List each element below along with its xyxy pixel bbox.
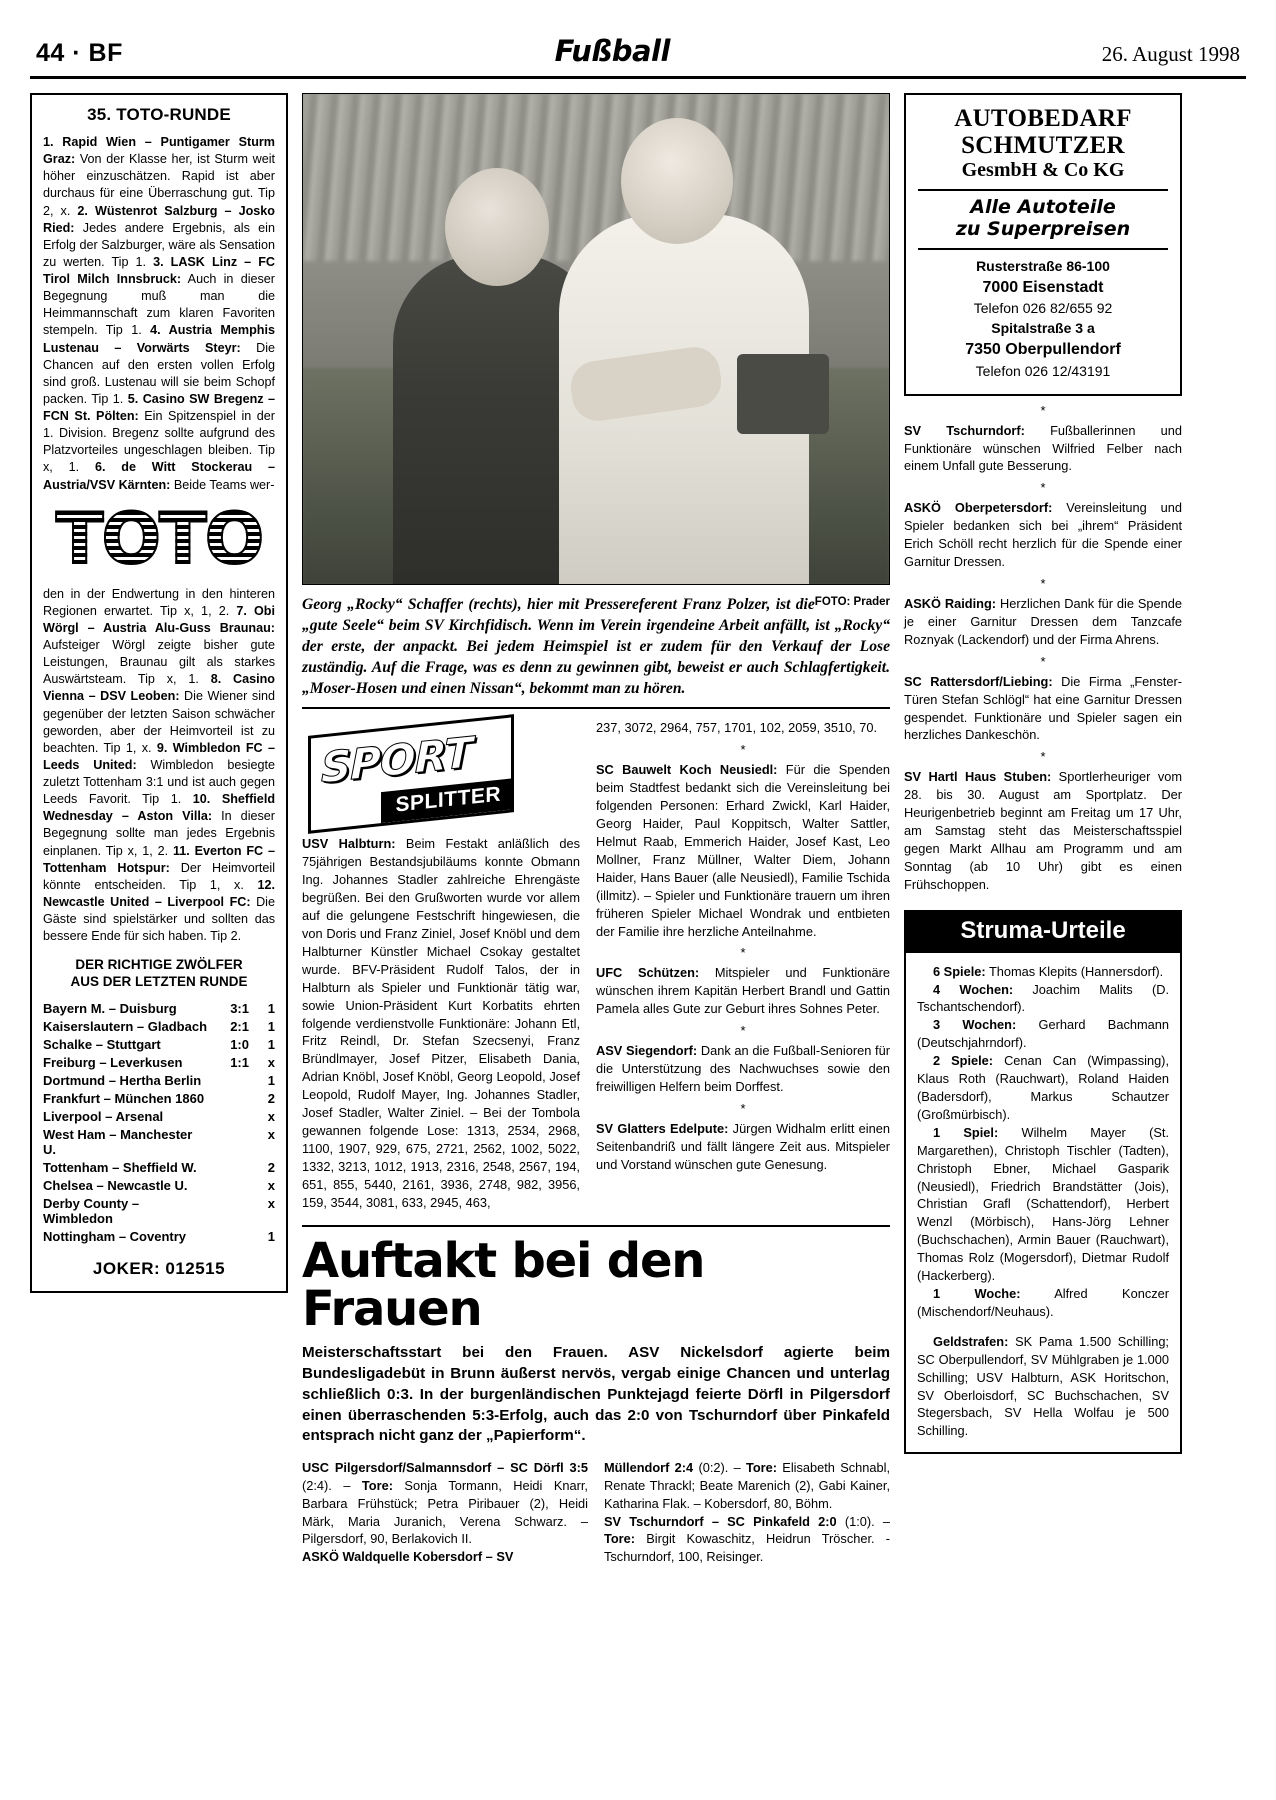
- toto-entry: 8. Casino Vienna – DSV Leoben: Die Wiener sind gegenüber der letzten Saison schwächer geworden, aber der Heimvorteil ist zu beachten. Tip 1, x.: [43, 672, 276, 755]
- article-column-2: Müllendorf 2:4 (0:2). – Tore: Elisabeth Schnabl, Renate Thrackl; Beate Marenich (2), Gabi Kainer, Katharina Flak. – Kobersdorf, 80, Böhm. SV Tschurndorf – SC Pinkafeld 2:0 (1:0). – Tore: Birgit Kowaschitz, Heidrun Tröscher. - Tschurndorf, 100, Reisinger.: [604, 1459, 890, 1565]
- ad-address: [916, 257, 1170, 382]
- toto-entry: 1. Rapid Wien – Puntigamer Sturm Graz: Von der Klasse her, ist Sturm weit höher einzuschätzen. Rapid ist aber durchaus für eine Überraschung gut. Tip 2, x.: [43, 135, 275, 218]
- toto-entry: 4. Austria Memphis Lustenau – Vorwärts Steyr: Die Chancen auf den ersten vollen Erfolg sind groß. Lustenau will sie beim Schopf packen. Tip 1.: [43, 323, 275, 406]
- club-name: SV Tschurndorf:: [904, 422, 1025, 438]
- toto-entry: 7. Obi Wörgl – Austria Alu-Guss Braunau: Aufsteiger Wörgl zeigte bisher gute Leistungen, Braunau gilt als starkes Auswärtsteam. Tip x, 1.: [43, 603, 275, 687]
- issue-date: 26. August 1998: [1101, 42, 1240, 66]
- sport-splitter-logo: [308, 715, 514, 835]
- zwoelfer-heading: DER RICHTIGE ZWÖLFER AUS DER LETZTEN RUNDE: [70, 957, 248, 990]
- sport-splitter-section: [302, 719, 890, 1211]
- match-report: SV Tschurndorf – SC Pinkafeld 2:0 (1:0). – Tore: Birgit Kowaschitz, Heidrun Tröscher. - Tschurndorf, 100, Reisinger.: [604, 1513, 890, 1565]
- club-name: ASV Siegendorf:: [596, 1043, 698, 1059]
- toto-entry: 9. Wimbledon FC – Leeds United: Wimbledon besiegte zuletzt Tottenham 3:1 und ist auch gegen Leeds Favorit. Tip 1.: [43, 740, 275, 807]
- sport-splitter-right: [596, 719, 890, 1211]
- toto-entry: den in der Endwertung in den hinteren Regionen erwartet. Tip x, 1, 2.: [43, 586, 275, 618]
- ad-phone-2: Telefon 026 12/43191: [975, 362, 1111, 379]
- ad-phone-1: Telefon 026 82/655 92: [973, 300, 1113, 317]
- struma-entries: [917, 963, 1169, 1441]
- toto-entries-top: [43, 134, 275, 494]
- sport-splitter-column-2: 237, 3072, 2964, 757, 1701, 102, 2059, 3510, 70. * SC Bauwelt Koch Neusiedl: Für die Spenden beim Stadtfest bedankt sich die Vereinsleitung bei folgenden Personen: Erhard Zwickl, Karl Haider, Georg Haider, Paul Koppitsch, Walter Sattler, Helmut Raab, Emmerich Haider, Josef Kast, Leo Mollner, Franz Müllner, Walter Diem, Johann Haider, Hans Bauer (alle Neusiedl), Familie Tschida (illmitz). – Spieler und Funktionäre trauern um ihren früheren Spieler Michael Wondrak und entbieten der Familie ihre herzliche Anteilnahme. * UFC Schützen: Mitspieler und Funktionäre wünschen ihrem Kapitän Herbert Brandl und Gattin Pamela alles Gute zur Geburt ihres Sohnes Peter. * ASV Siegendorf: Dank an die Fußball-Senioren für die Unterstützung des Nachwuchses sowie den freiwilligen Helfern beim Dorffest. * SV Glatters Edelpute: Jürgen Widhalm erlitt einen Seitenbandriß und fällt längere Zeit aus. Mitspieler und Vorstand wünschen gute Genesung.: [596, 720, 891, 1172]
- star-separator: *: [1040, 402, 1046, 418]
- sport-splitter-column-1: USV Halbturn: Beim Festakt anläßlich des 75jährigen Bestandsjubiläums konnte Obmann Ing. Johannes Stadler zahlreiche Ehrengäste begrüßen. Bei den Grußworten wurde vor allem auf die gelungene Festschrift hingewiesen, die von Doris und Franz Ziniel, Josef Knöbl und dem Halbturner Künstler Michael Csokay gestaltet wurde. BFV-Präsident Rudolf Talos, der in Halbturn als Spieler und Funktionär tätig war, sowie Union-Präsident Kurt Korbatits ehrten folgende verdienstvolle Funktionäre: Johann Etl, Fritz Reindl, Dr. Stefan Szecsenyi, Franz Bründlmayer, Josef Pitzer, Elisabeth Dania, Adrian Knöbl, Josef Knöbl, Georg Leopold, Josef Leopold, Rudolf Mayer, Ing. Johannes Stadler, Josef Stadler, Walter Ziniel. – Bei der Tombola gewannen folgende Lose: 1313, 2534, 2968, 1100, 1907, 929, 675, 2721, 2562, 1002, 5022, 1332, 3213, 1012, 1913, 2316, 2548, 2567, 194, 651, 855, 5440, 2161, 3936, 2748, 982, 3956, 159, 3544, 3081, 633, 2945, 463,: [302, 836, 580, 1210]
- toto-title: 35. TOTO-RUNDE: [87, 105, 231, 124]
- column-left: [30, 93, 288, 1293]
- table-row: Schalke – Stuttgart 1:0 1: [43, 1036, 275, 1052]
- toto-entry: 3. LASK Linz – FC Tirol Milch Innsbruck: Auch in dieser Begegnung muß man die Heimmannschaft zum klaren Favoriten stempeln. Tip 1.: [43, 254, 275, 338]
- splitter-item: ASV Siegendorf: Dank an die Fußball-Senioren für die Unterstützung des Nachwuchses sowie den freiwilligen Helfern beim Dorffest.: [596, 1043, 890, 1094]
- table-row: Freiburg – Leverkusen 1:1 x: [43, 1054, 275, 1070]
- splitter-item: UFC Schützen: Mitspieler und Funktionäre wünschen ihrem Kapitän Herbert Brandl und Gattin Pamela alles Gute zur Geburt ihres Sohnes Peter.: [596, 965, 891, 1017]
- ad-address-city-2: 7350 Oberpullendorf: [965, 341, 1121, 359]
- star-separator: *: [1040, 575, 1046, 591]
- section-title: Fußball: [554, 34, 670, 68]
- ad-slogan-line2: zu Superpreisen: [955, 217, 1131, 240]
- star-separator: *: [740, 1023, 746, 1039]
- sport-splitter-logo-word2: SPLITTER: [381, 779, 511, 824]
- toto-entry: 5. Casino SW Bregenz – FCN St. Pölten: Ein Spitzenspiel in der 1. Division. Bregenz sollte aufgrund des Platzvorteiles ungeschlagen bleiben. Tip x, 1.: [43, 391, 276, 475]
- ad-address-city-1: 7000 Eisenstadt: [982, 278, 1104, 296]
- struma-entry: 4 Wochen: Joachim Malits (D. Tschantschendorf).: [917, 981, 1169, 1015]
- sport-splitter-logo-word1: SPORT: [321, 728, 472, 793]
- ad-slogan-line1: Alle Autoteile: [970, 196, 1116, 218]
- table-row: Chelsea – Newcastle U. x: [43, 1177, 275, 1193]
- toto-entry: 12. Newcastle United – Liverpool FC: Die Gäste sind spielstärker und sollten das bessere Ende für sich haben. Tip 2.: [43, 877, 276, 944]
- photo-person-right-head: [621, 118, 733, 244]
- ad-company-line1: AUTOBEDARF: [954, 105, 1132, 132]
- masthead: [30, 34, 1246, 79]
- star-separator: *: [1040, 653, 1046, 669]
- club-name: SV Glatters Edelpute:: [596, 1120, 729, 1136]
- club-name: ASKÖ Oberpetersdorf:: [904, 500, 1053, 516]
- photo-caption-text: Georg „Rocky“ Schaffer (rechts), hier mit Pressereferent Franz Polzer, ist die „gute Seele“ beim SV Kirchfidisch. Wenn im Verein irgendeine Arbeit anfällt, ist „Rocky“ der erste, der anpackt. Bei jedem Heimspiel ist er zudem für den Verkauf der Lose zuständig. Auf die Frage, was es denn zu gewinnen gibt, beweist er auch Schlagfertigkeit. „Moser-Hosen und einen Nissan“, bekommt man zu hören.: [302, 596, 890, 697]
- struma-heading: Struma-Urteile: [904, 910, 1182, 953]
- toto-entry: 2. Wüstenrot Salzburg – Josko Ried: Jedes andere Ergebnis, als ein Erfolg der Salzburger, wäre als Sensation zu werten. Tip 1.: [43, 203, 275, 269]
- toto-entry: 6. de Witt Stockerau – Austria/VSV Kärnten: Beide Teams wer-: [43, 460, 275, 492]
- feature-photo: [302, 93, 890, 585]
- struma-entry: 6 Spiele: Thomas Klepits (Hannersdorf).: [933, 963, 1164, 979]
- column-middle: [302, 93, 890, 1566]
- photo-credit: FOTO: Prader: [814, 596, 890, 608]
- splitter-item: SV Glatters Edelpute: Jürgen Widhalm erlitt einen Seitenbandriß und fällt längere Zeit aus. Mitspieler und Vorstand wünschen gute Genesung.: [596, 1120, 890, 1172]
- struma-entry: 2 Spiele: Cenan Can (Wimpassing), Klaus Roth (Rauchwart), Roland Haiden (Badersdorf), Markus Schautzer (Großmürbisch).: [917, 1053, 1169, 1122]
- ad-divider-2: [918, 248, 1168, 250]
- toto-entry: 11. Everton FC – Tottenham Hotspur: Der Heimvorteil könnte entscheiden. Tip 1, x.: [43, 843, 275, 892]
- star-separator: *: [740, 1100, 746, 1116]
- photo-caption: [302, 595, 890, 709]
- club-name: UFC Schützen:: [596, 965, 700, 981]
- club-name: SC Bauwelt Koch Neusiedl:: [596, 762, 778, 778]
- splitter-item: ASKÖ Oberpetersdorf: Vereinsleitung und Spieler bedanken sich bei „ihrem“ Präsident Erich Schöll recht herzlich für die Spende einer Garnitur Dressen.: [904, 500, 1182, 570]
- article-headline: Auftakt bei den Frauen: [302, 1225, 890, 1333]
- splitter-item: SV Hartl Haus Stuben: Sportlerheuriger vom 28. bis 30. August am Sportplatz. Der Heurigenbetrieb beginnt am Freitag um 17 Uhr, am Samstag steht das Meisterschaftsspiel gegen Markt Allhau am Programm und am Sonntag (ab 10 Uhr) gibt es einen Frühschoppen.: [904, 769, 1182, 892]
- joker-number: JOKER: 012515: [92, 1259, 226, 1278]
- table-row: Tottenham – Sheffield W. 2: [43, 1159, 275, 1175]
- table-row: West Ham – Manchester U. x: [43, 1126, 275, 1157]
- splitter-item: SC Bauwelt Koch Neusiedl: Für die Spenden beim Stadtfest bedankt sich die Vereinsleitung bei folgenden Personen: Erhard Zwickl, Karl Haider, Georg Haider, Paul Koppitsch, Walter Sattler, Helmut Raab, Emmerich Haider, Josef Kast, Leo Mollner, Franz Müllner, Walter Diem, Johann Haider, Hans Bauer (alle Neusiedl), Familie Tschida (illmitz). – Spieler und Funktionäre trauern um ihren früheren Spieler Michael Wondrak und entbieten der Familie ihre herzliche Anteilnahme.: [596, 762, 890, 939]
- advertisement-autobedarf: [904, 93, 1182, 396]
- club-name: ASKÖ Raiding:: [904, 595, 997, 611]
- splitter-item: ASKÖ Raiding: Herzlichen Dank für die Spende je einer Garnitur Dressen dem Tanzcafe Roznyak (Lackendorf) und der Firma Ahrens.: [904, 595, 1182, 647]
- sport-splitter-left: [302, 719, 580, 1211]
- article-columns: [302, 1459, 890, 1566]
- article-lead: Meisterschaftsstart bei den Frauen. ASV Nickelsdorf agierte beim Bundesligadebüt in Brunn äußerst nervös, vergab einige Chancen und unterlag schließlich 0:3. In der burgenländischen Punktejagd feierte Dörfl in Pilgersdorf einen überraschenden 5:3-Erfolg, auch das 2:0 von Tschurndorf über Pinkafeld entsprach nicht ganz der „Papierform“.: [302, 1344, 890, 1445]
- sport-splitter-column-3: [904, 404, 1182, 894]
- article-column-1: USC Pilgersdorf/Salmannsdorf – SC Dörfl 3:5 (2:4). – Tore: Sonja Tormann, Heidi Knarr, Barbara Frühstück; Petra Piribauer (2), Heidi Märk, Maria Juranich, Verena Schwarz. – Pilgersdorf, 90, Berlakovich II. ASKÖ Waldquelle Kobersdorf – SV: [302, 1459, 588, 1565]
- table-row: Frankfurt – München 1860 2: [43, 1090, 275, 1106]
- toto-box: [30, 93, 288, 1293]
- club-name: USV Halbturn:: [302, 836, 396, 852]
- struma-fines: Geldstrafen: SK Pama 1.500 Schilling; SC Oberpullendorf, SV Mühlgraben je 1.000 Schilling; USV Halbturn, ASK Horitschon, SV Oberloisdorf, SC Buchschachen, SV Stegersbach, SV Hella Wolfau je 500 Schilling.: [917, 1333, 1169, 1439]
- toto-logo: [43, 500, 275, 578]
- ad-company-line3: GesmbH & Co KG: [961, 159, 1125, 181]
- table-row: Bayern M. – Duisburg 3:1 1: [43, 1000, 275, 1016]
- ad-company-line2: SCHMUTZER: [961, 132, 1125, 159]
- photo-person-left-head: [445, 168, 549, 286]
- star-separator: *: [740, 945, 746, 961]
- star-separator: *: [740, 742, 746, 758]
- struma-entry: 1 Woche: Alfred Konczer (Mischendorf/Neuhaus).: [917, 1285, 1170, 1319]
- table-row: Dortmund – Hertha Berlin 1: [43, 1072, 275, 1088]
- results-table: [43, 999, 275, 1245]
- toto-entry: 10. Sheffield Wednesday – Aston Villa: In dieser Begegnung sollte man jedes Ergebnis einplanen. Tip x, 1, 2.: [43, 792, 276, 858]
- table-row: Nottingham – Coventry 1: [43, 1228, 275, 1244]
- splitter-item: SC Rattersdorf/Liebing: Die Firma „Fenster-Türen Stefan Schlögl“ hat eine Garnitur Dressen gespendet. Funktionäre und Spieler sagen ein herzliches Dankeschön.: [904, 673, 1182, 743]
- toto-logo-word: TOTO: [55, 499, 263, 578]
- match-report: ASKÖ Waldquelle Kobersdorf – SV: [302, 1549, 514, 1565]
- page-columns: [30, 93, 1246, 1566]
- page-number: 44 · BF: [36, 39, 123, 67]
- star-separator: *: [1040, 480, 1046, 496]
- splitter-item: SV Tschurndorf: Fußballerinnen und Funktionäre wünschen Wilfried Felber nach einem Unfall gute Besserung.: [904, 422, 1182, 474]
- club-name: SV Hartl Haus Stuben:: [904, 769, 1052, 785]
- star-separator: *: [1040, 749, 1046, 765]
- ad-divider: [918, 189, 1168, 191]
- ad-address-street-2: Spitalstraße 3 a: [991, 320, 1095, 337]
- ad-address-street-1: Rusterstraße 86-100: [976, 257, 1110, 274]
- column-right: [904, 93, 1182, 1454]
- photo-shoulder-bag: [737, 354, 829, 434]
- table-row: Liverpool – Arsenal x: [43, 1108, 275, 1124]
- toto-entries-bottom: [43, 586, 275, 946]
- table-row: Kaiserslautern – Gladbach 2:1 1: [43, 1018, 275, 1034]
- club-name: SC Rattersdorf/Liebing:: [904, 673, 1053, 689]
- struma-entry: 3 Wochen: Gerhard Bachmann (Deutschjahrndorf).: [917, 1017, 1169, 1051]
- struma-box: [904, 953, 1182, 1455]
- struma-entry: 1 Spiel: Wilhelm Mayer (St. Margarethen), Christoph Tischler (Tadten), Christoph Ebner, Michael Gasparik (Neusiedl), Friedrich Brandstätter (Jois), Christian Grafl (Schattendorf), Herbert Wenzl (Mörbisch), Hans-Jörg Lehner (Buchschachen), Armin Bauer (Rauchwart), Thomas Rolz (Mogersdorf), Dietmar Rudolf (Hackerberg).: [917, 1124, 1169, 1284]
- table-row: Derby County – Wimbledon x: [43, 1195, 275, 1226]
